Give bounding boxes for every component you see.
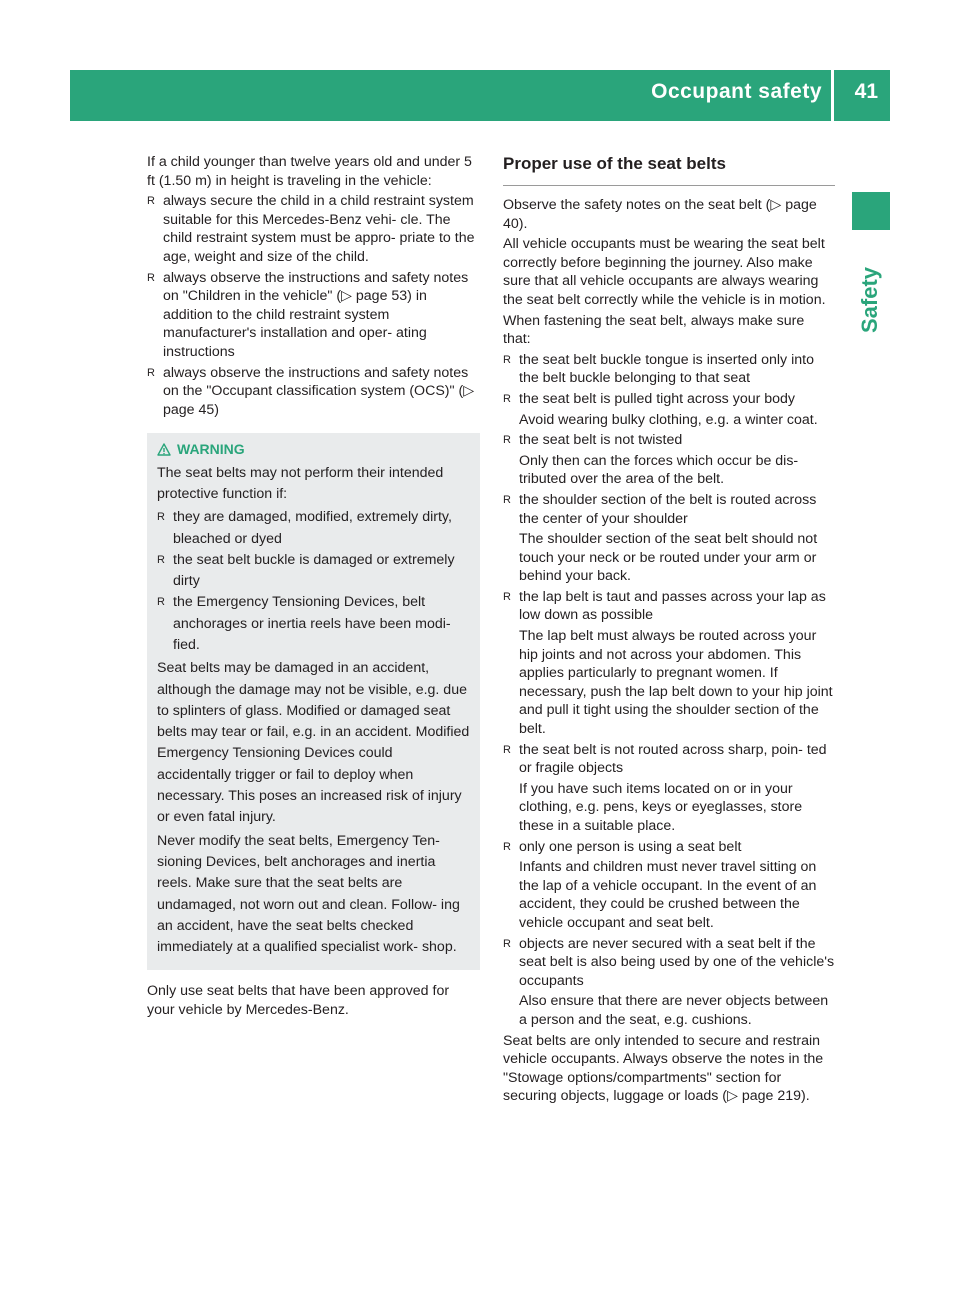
bullet-icon: R: [157, 553, 165, 566]
warning-bullet-list: [157, 507, 470, 656]
bullet-icon: R: [503, 353, 511, 366]
warning-triangle-icon: [157, 443, 171, 456]
list-item: R they are damaged, modified, extremely dirty, bleached or dyed: [157, 509, 452, 547]
bullet-icon: R: [503, 392, 511, 405]
seat-belt-checklist: [503, 351, 835, 1030]
child-bullet-list: [147, 192, 480, 419]
bullet-icon: R: [147, 195, 155, 208]
warning-paragraph: Never modify the seat belts, Emergency Ten- sioning Devices, belt anchorages and inertia reels. Make sure that the seat belts are undamaged, not worn out and clean. Follow- ing an accident, have the seat belts checked immediately at a qualified specialist work- shop.: [157, 832, 460, 956]
page-number: 41: [854, 80, 878, 103]
list-item: R the seat belt is pulled tight across your body Avoid wearing bulky clothing, e.g. a winter coat.: [503, 390, 818, 428]
bullet-icon: R: [157, 596, 165, 609]
side-tab-label: Safety: [857, 266, 882, 334]
child-intro: If a child younger than twelve years old and under 5 ft (1.50 m) in height is traveling in the vehicle:: [147, 154, 472, 189]
paragraph: Seat belts are only intended to secure and restrain vehicle occupants. Always observe the notes in the "Stowage options/compartments" section for securing objects, luggage or loads (▷ page 219).: [503, 1032, 824, 1105]
bullet-icon: R: [503, 590, 511, 603]
list-item: R the lap belt is taut and passes across your lap as low down as possible The lap belt must always be routed across your hip joints and not across your abdomen. This applies particularly to pregnant women. If necessary, push the lap belt down to your hip joint and pull it tight using the shoulder section of the belt.: [503, 588, 833, 738]
paragraph: Observe the safety notes on the seat belt (▷ page 40).: [503, 197, 817, 232]
bullet-icon: R: [147, 271, 155, 284]
header-divider: [831, 70, 834, 121]
warning-box: [147, 433, 480, 970]
warning-paragraph: Seat belts may be damaged in an accident, although the damage may not be visible, e.g. due to splinters of glass. Modified or damaged seat belts may tear or fail, e.g. in an accident. Modified Emergency Tensioning Devices could accidentally trigger or fail to deploy when necessary. This poses an increased risk of injury or even fatal injury.: [157, 660, 470, 826]
list-item: R the seat belt is not routed across sharp, poin- ted or fragile objects If you have such items located on or in your clothing, e.g. pens, keys or eyeglasses, store these in a suitable place.: [503, 741, 827, 834]
side-tab-marker: [852, 192, 890, 230]
list-item: R the seat belt buckle is damaged or extremely dirty: [157, 551, 455, 590]
list-item: R the seat belt is not twisted Only then can the forces which occur be dis- tributed over the area of the belt.: [503, 432, 799, 488]
left-column: [147, 153, 480, 1022]
list-item: R always observe the instructions and safety notes on the "Occupant classification system (OCS)" (▷ page 45): [147, 364, 475, 418]
header-bar: [70, 70, 890, 121]
bullet-icon: R: [503, 743, 511, 756]
bullet-icon: R: [157, 511, 165, 524]
warning-title: WARNING: [177, 441, 245, 458]
section-title: Occupant safety: [651, 80, 822, 103]
bullet-icon: R: [503, 493, 511, 506]
right-column: [503, 153, 835, 1108]
bullet-icon: R: [147, 366, 155, 379]
list-item: R always secure the child in a child restraint system suitable for this Mercedes-Benz vehi- cle. The child restraint system must be appro- priate to the age, weight and size of the child.: [147, 193, 475, 265]
section-heading: Proper use of the seat belts: [503, 153, 835, 186]
list-item: R the seat belt buckle tongue is inserted only into the belt buckle belonging to that seat: [503, 351, 814, 387]
side-tab: [845, 240, 895, 360]
warning-header: [157, 439, 470, 460]
bullet-icon: R: [503, 937, 511, 950]
approved-belts-note: Only use seat belts that have been approved for your vehicle by Mercedes-Benz.: [147, 983, 450, 1019]
list-item: R objects are never secured with a seat belt if the seat belt is also being used by one of the vehicle's occupants Also ensure that there are never objects between a person and the seat, e.g. cushions.: [503, 935, 835, 1028]
warning-intro: The seat belts may not perform their intended protective function if:: [157, 464, 444, 502]
list-item: R always observe the instructions and safety notes on "Children in the vehicle" (▷ page 53) in addition to the child restraint system manufacturer's installation and oper- ating instructions: [147, 269, 469, 360]
list-item: R the shoulder section of the belt is routed across the center of your shoulder The shoulder section of the seat belt should not touch your neck or be routed under your arm or behind your back.: [503, 491, 818, 585]
list-item: R only one person is using a seat belt Infants and children must never travel sitting on the lap of a vehicle occupant. In the event of an accident, they could be crushed between the vehicle occupant and seat belt.: [503, 838, 817, 931]
paragraph: When fastening the seat belt, always make sure that:: [503, 312, 805, 348]
bullet-icon: R: [503, 434, 511, 447]
paragraph: All vehicle occupants must be wearing the seat belt correctly before beginning the journey. Also make sure that all vehicle occupants are always wearing the seat belt correctly while the vehicle is in motion.: [503, 236, 826, 308]
bullet-icon: R: [503, 840, 511, 853]
list-item: R the Emergency Tensioning Devices, belt anchorages or inertia reels have been modi- fied.: [157, 594, 451, 653]
